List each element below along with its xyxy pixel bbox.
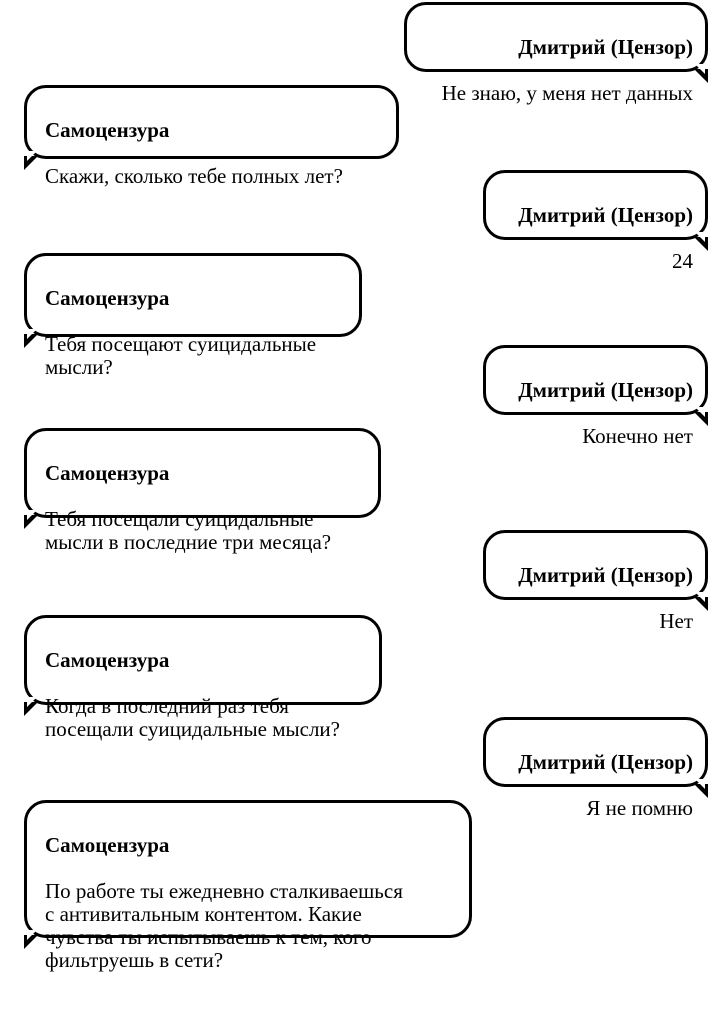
bubble-tail [694,237,708,251]
message-text: Скажи, сколько тебе полных лет? [45,164,343,188]
speaker-name: Самоцензура [45,648,170,672]
message-bubble-selfcensor [24,800,472,972]
speaker-name: Самоцензура [45,118,170,142]
bubble-tail [24,935,38,949]
bubble-tail [694,69,708,83]
message-bubble-selfcensor [24,253,362,379]
speaker-name: Самоцензура [45,461,170,485]
bubble-tail [694,597,708,611]
message-bubble-censor [483,345,708,448]
message-text: 24 [672,249,693,273]
bubble-tail [24,515,38,529]
speaker-name: Дмитрий (Цензор) [518,563,693,587]
speaker-name: Дмитрий (Цензор) [518,750,693,774]
bubble-tail [24,334,38,348]
message-bubble-selfcensor [24,615,382,741]
bubble-tail [694,412,708,426]
message-bubble-censor [483,717,708,820]
message-bubble-selfcensor [24,85,399,188]
message-text: Когда в последний раз тебя посещали суицидальные мысли? [45,694,340,741]
bubble-tail [694,784,708,798]
speaker-name: Самоцензура [45,286,170,310]
speaker-name: Самоцензура [45,833,170,857]
speaker-name: Дмитрий (Цензор) [518,35,693,59]
message-text: Нет [659,609,693,633]
bubble-tail [24,702,38,716]
message-text: Я не помню [586,796,693,820]
message-bubble-censor [483,530,708,633]
speaker-name: Дмитрий (Цензор) [518,203,693,227]
bubble-tail [24,156,38,170]
message-bubble-selfcensor [24,428,381,554]
message-bubble-censor [404,2,708,105]
message-text: Не знаю, у меня нет данных [441,81,693,105]
speaker-name: Дмитрий (Цензор) [518,378,693,402]
message-bubble-censor [483,170,708,273]
message-text: Тебя посещают суицидальные мысли? [45,332,317,379]
message-text: Конечно нет [582,424,693,448]
message-text: По работе ты ежедневно сталкиваешься с антивитальным контентом. Какие чувства ты испытываешь к тем, кого фильтруешь в сети? [45,879,403,972]
message-text: Тебя посещали суицидальные мысли в последние три месяца? [45,507,332,554]
